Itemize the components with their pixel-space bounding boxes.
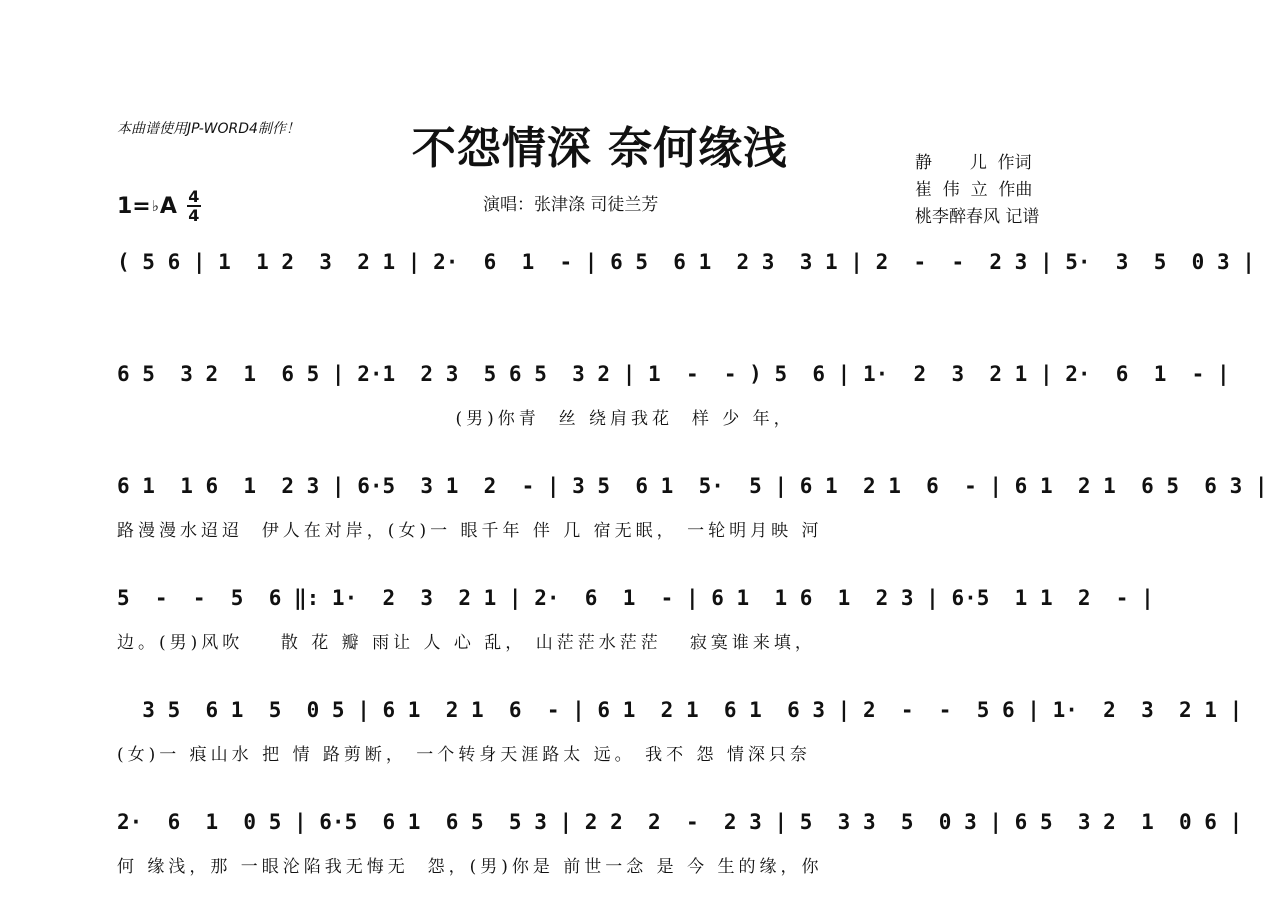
score-line — [117, 586, 1154, 698]
key-signature — [117, 189, 201, 223]
notation-row: 5 - - 5 6 ‖: 1· 2 3 2 1 | 2· 6 1 - | 6 1 1 6 1 2 3 | 6·5 1 1 2 - | — [117, 586, 1154, 610]
time-bottom: 4 — [188, 206, 200, 225]
notation-row: 6 5 3 2 1 6 5 | 2·1 2 3 5 6 5 3 2 | 1 - - ) 5 6 | 1· 2 3 2 1 | 2· 6 1 - | — [117, 362, 1230, 386]
score — [117, 250, 1268, 922]
score-line — [117, 698, 1243, 810]
software-note: 本曲谱使用JP-WORD4制作！ — [117, 121, 300, 137]
key-letter: A — [159, 193, 177, 219]
lyrics-row: (女)一 痕山水 把 情 路剪断， 一个转身天涯路太 远。 我不 怨 情深只奈 — [117, 745, 811, 765]
credits-block — [915, 150, 1039, 231]
score-line — [117, 474, 1268, 586]
song-title: 不怨情深 奈何缘浅 — [411, 123, 789, 174]
key-prefix: 1= — [117, 193, 151, 219]
score-line — [117, 250, 1255, 362]
notation-row: 6 1 1 6 1 2 3 | 6·5 3 1 2 - | 3 5 6 1 5· 5 | 6 1 2 1 6 - | 6 1 2 1 6 5 6 3 | — [117, 474, 1268, 498]
time-top: 4 — [188, 187, 200, 206]
transcriber-credit: 桃李醉春风 记谱 — [915, 207, 1040, 227]
score-line — [117, 362, 1230, 474]
composer-credit: 崔 伟 立 作曲 — [915, 180, 1033, 200]
lyrics-row: (男)你青 丝 绕肩我花 样 少 年， — [117, 409, 795, 429]
lyrics-row: 路漫漫水迢迢 伊人在对岸，(女)一 眼千年 伴 几 宿无眠， 一轮明月映 河 — [117, 521, 823, 541]
singer-credit: 演唱：张津涤 司徒兰芳 — [483, 195, 659, 215]
lyricist-credit: 静 儿 作词 — [915, 153, 1032, 173]
notation-row: 2· 6 1 0 5 | 6·5 6 1 6 5 5 3 | 2 2 2 - 2 3 | 5 3 3 5 0 3 | 6 5 3 2 1 0 6 | — [117, 810, 1243, 834]
notation-row: 3 5 6 1 5 0 5 | 6 1 2 1 6 - | 6 1 2 1 6 1 6 3 | 2 - - 5 6 | 1· 2 3 2 1 | — [117, 698, 1243, 722]
time-signature — [187, 189, 201, 223]
lyrics-row: 何 缘浅，那 一眼沦陷我无悔无 怨，(男)你是 前世一念 是 今 生的缘，你 — [117, 857, 823, 877]
lyrics-row: 边。(男)风吹 散 花 瓣 雨让 人 心 乱， 山茫茫水茫茫 寂寞谁来填， — [117, 633, 816, 653]
flat-sign: ♭ — [151, 197, 159, 215]
notation-row: ( 5 6 | 1 1 2 3 2 1 | 2· 6 1 - | 6 5 6 1 2 3 3 1 | 2 - - 2 3 | 5· 3 5 0 3 | — [117, 250, 1255, 274]
score-line — [117, 810, 1243, 922]
